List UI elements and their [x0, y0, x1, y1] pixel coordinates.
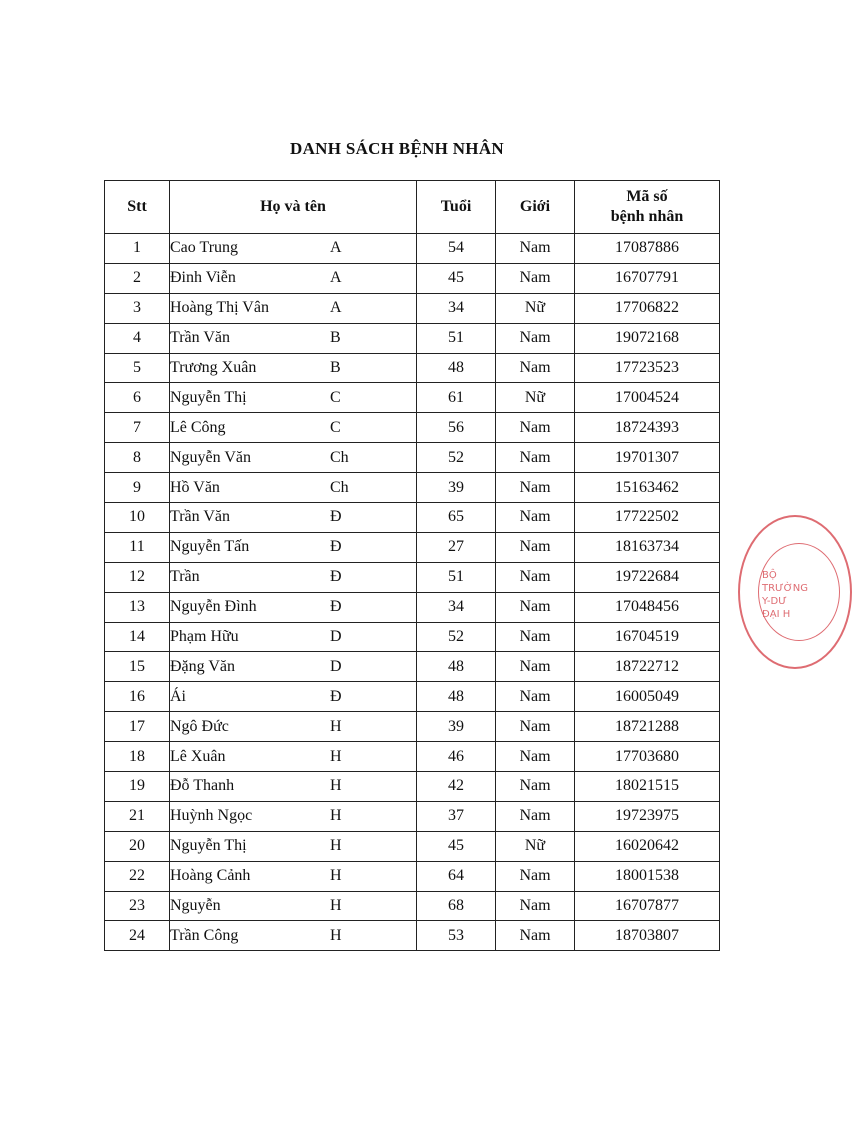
row-surname: Hoàng Cảnh [170, 867, 251, 885]
row-stt: 3 [105, 293, 170, 323]
row-initial: C [330, 418, 341, 436]
row-surname: Trần Công [170, 926, 239, 944]
row-sex: Nam [496, 413, 575, 443]
row-sex: Nữ [496, 831, 575, 861]
row-sex: Nam [496, 682, 575, 712]
row-surname: Nguyễn Thị [170, 388, 247, 406]
row-sex: Nam [496, 891, 575, 921]
row-sex: Nam [496, 443, 575, 473]
row-surname: Trần Văn [170, 329, 231, 347]
table-row [105, 891, 720, 921]
row-patient-code: 16704519 [575, 622, 720, 652]
table-row [105, 383, 720, 413]
row-name [170, 772, 417, 802]
row-initial: H [330, 837, 342, 855]
table-row [105, 742, 720, 772]
row-stt: 23 [105, 891, 170, 921]
row-sex: Nam [496, 652, 575, 682]
row-stt: 14 [105, 622, 170, 652]
row-surname: Cao Trung [170, 239, 239, 257]
row-patient-code: 18703807 [575, 921, 720, 951]
row-patient-code: 16020642 [575, 831, 720, 861]
row-age: 52 [417, 622, 496, 652]
row-sex: Nam [496, 473, 575, 503]
table-row [105, 831, 720, 861]
row-initial: H [330, 747, 342, 765]
row-patient-code: 18724393 [575, 413, 720, 443]
row-stt: 7 [105, 413, 170, 443]
row-age: 61 [417, 383, 496, 413]
row-patient-code: 18021515 [575, 772, 720, 802]
row-patient-code: 17723523 [575, 353, 720, 383]
row-name [170, 891, 417, 921]
row-name [170, 293, 417, 323]
row-patient-code: 16707877 [575, 891, 720, 921]
row-name [170, 652, 417, 682]
row-patient-code: 17087886 [575, 234, 720, 264]
row-initial: Đ [330, 687, 342, 705]
row-sex: Nam [496, 772, 575, 802]
row-surname: Hoàng Thị Vân [170, 299, 269, 317]
row-patient-code: 17703680 [575, 742, 720, 772]
row-age: 53 [417, 921, 496, 951]
row-initial: H [330, 777, 342, 795]
row-sex: Nam [496, 861, 575, 891]
row-age: 68 [417, 891, 496, 921]
row-surname: Đặng Văn [170, 657, 236, 675]
row-stt: 21 [105, 801, 170, 831]
row-sex: Nam [496, 712, 575, 742]
row-surname: Ngô Đức [170, 717, 229, 735]
row-name [170, 353, 417, 383]
row-stt: 11 [105, 532, 170, 562]
table-row [105, 772, 720, 802]
row-initial: D [330, 657, 342, 675]
row-name [170, 622, 417, 652]
row-surname: Nguyễn Đình [170, 598, 257, 616]
row-age: 54 [417, 234, 496, 264]
table-row [105, 293, 720, 323]
row-initial: H [330, 897, 342, 915]
row-sex: Nam [496, 503, 575, 533]
row-initial: Đ [330, 598, 342, 616]
row-surname: Ái [170, 687, 186, 705]
row-initial: H [330, 867, 342, 885]
row-stt: 9 [105, 473, 170, 503]
row-name [170, 801, 417, 831]
row-age: 37 [417, 801, 496, 831]
row-age: 34 [417, 592, 496, 622]
row-patient-code: 18163734 [575, 532, 720, 562]
row-initial: D [330, 628, 342, 646]
header-code-line2: bệnh nhân [610, 208, 684, 225]
row-surname: Đinh Viễn [170, 269, 236, 287]
row-patient-code: 17706822 [575, 293, 720, 323]
row-patient-code: 18722712 [575, 652, 720, 682]
stamp-text: BỘ TRƯỜNG Y-DƯ ĐẠI H [762, 570, 808, 620]
row-stt: 6 [105, 383, 170, 413]
table-row [105, 712, 720, 742]
row-surname: Nguyễn Thị [170, 837, 247, 855]
row-initial: H [330, 717, 342, 735]
table-row [105, 503, 720, 533]
row-sex: Nam [496, 532, 575, 562]
row-sex: Nam [496, 234, 575, 264]
row-surname: Nguyễn Văn [170, 448, 252, 466]
row-patient-code: 16005049 [575, 682, 720, 712]
table-header-row [105, 181, 720, 234]
row-age: 46 [417, 742, 496, 772]
row-stt: 17 [105, 712, 170, 742]
table-row [105, 443, 720, 473]
row-age: 39 [417, 712, 496, 742]
row-stt: 19 [105, 772, 170, 802]
row-initial: Đ [330, 568, 342, 586]
row-stt: 13 [105, 592, 170, 622]
table-row [105, 592, 720, 622]
header-age: Tuổi [417, 181, 496, 234]
row-sex: Nam [496, 622, 575, 652]
table-row [105, 473, 720, 503]
row-initial: H [330, 807, 342, 825]
row-name [170, 712, 417, 742]
row-stt: 4 [105, 323, 170, 353]
row-stt: 8 [105, 443, 170, 473]
row-surname: Lê Xuân [170, 747, 226, 765]
row-initial: A [330, 239, 342, 257]
row-surname: Trần Văn [170, 508, 231, 526]
row-surname: Nguyễn Tấn [170, 538, 250, 556]
row-surname: Lê Công [170, 418, 226, 436]
row-name [170, 234, 417, 264]
row-patient-code: 17048456 [575, 592, 720, 622]
row-patient-code: 19723975 [575, 801, 720, 831]
table-row [105, 801, 720, 831]
table-row [105, 353, 720, 383]
patient-table [104, 180, 720, 951]
row-patient-code: 19072168 [575, 323, 720, 353]
row-age: 27 [417, 532, 496, 562]
row-initial: Ch [330, 448, 349, 466]
row-sex: Nam [496, 353, 575, 383]
row-stt: 24 [105, 921, 170, 951]
row-name [170, 413, 417, 443]
row-age: 51 [417, 323, 496, 353]
table-row [105, 323, 720, 353]
row-age: 42 [417, 772, 496, 802]
row-sex: Nữ [496, 293, 575, 323]
row-initial: A [330, 299, 342, 317]
row-name [170, 263, 417, 293]
row-name [170, 742, 417, 772]
row-surname: Huỳnh Ngọc [170, 807, 253, 825]
row-name [170, 921, 417, 951]
row-surname: Đỗ Thanh [170, 777, 235, 795]
row-sex: Nam [496, 263, 575, 293]
table-row [105, 263, 720, 293]
table-row [105, 562, 720, 592]
row-age: 48 [417, 353, 496, 383]
row-patient-code: 19722684 [575, 562, 720, 592]
row-sex: Nam [496, 562, 575, 592]
row-patient-code: 15163462 [575, 473, 720, 503]
row-patient-code: 16707791 [575, 263, 720, 293]
row-sex: Nam [496, 921, 575, 951]
row-initial: Đ [330, 538, 342, 556]
row-age: 51 [417, 562, 496, 592]
row-initial: Đ [330, 508, 342, 526]
row-name [170, 323, 417, 353]
header-stt: Stt [105, 181, 170, 234]
row-age: 45 [417, 263, 496, 293]
row-sex: Nam [496, 592, 575, 622]
row-stt: 16 [105, 682, 170, 712]
row-stt: 15 [105, 652, 170, 682]
row-surname: Hồ Văn [170, 478, 220, 496]
row-age: 45 [417, 831, 496, 861]
row-name [170, 532, 417, 562]
row-name [170, 831, 417, 861]
header-code-line1: Mã số [626, 188, 668, 205]
row-age: 52 [417, 443, 496, 473]
row-patient-code: 18001538 [575, 861, 720, 891]
table-row [105, 234, 720, 264]
row-sex: Nam [496, 323, 575, 353]
table-row [105, 622, 720, 652]
row-stt: 10 [105, 503, 170, 533]
red-seal-stamp [738, 515, 852, 669]
row-patient-code: 18721288 [575, 712, 720, 742]
row-name [170, 592, 417, 622]
table-row [105, 652, 720, 682]
row-initial: Ch [330, 478, 349, 496]
header-sex: Giới [496, 181, 575, 234]
table-row [105, 413, 720, 443]
row-name [170, 562, 417, 592]
row-name [170, 682, 417, 712]
row-initial: A [330, 269, 342, 287]
row-stt: 1 [105, 234, 170, 264]
row-patient-code: 17722502 [575, 503, 720, 533]
row-age: 64 [417, 861, 496, 891]
row-age: 34 [417, 293, 496, 323]
table-row [105, 921, 720, 951]
row-age: 39 [417, 473, 496, 503]
row-stt: 2 [105, 263, 170, 293]
row-stt: 18 [105, 742, 170, 772]
row-initial: C [330, 388, 341, 406]
row-stt: 12 [105, 562, 170, 592]
header-patient-code [575, 181, 720, 234]
row-patient-code: 17004524 [575, 383, 720, 413]
table-row [105, 682, 720, 712]
row-surname: Trần [170, 568, 200, 586]
row-name [170, 443, 417, 473]
row-initial: B [330, 329, 341, 347]
row-age: 56 [417, 413, 496, 443]
row-surname: Phạm Hữu [170, 628, 239, 646]
row-sex: Nam [496, 742, 575, 772]
row-sex: Nam [496, 801, 575, 831]
row-stt: 20 [105, 831, 170, 861]
row-name [170, 473, 417, 503]
row-initial: H [330, 926, 342, 944]
header-name: Họ và tên [170, 181, 417, 234]
document-title: DANH SÁCH BỆNH NHÂN [290, 139, 504, 158]
row-patient-code: 19701307 [575, 443, 720, 473]
row-initial: B [330, 359, 341, 376]
row-age: 48 [417, 652, 496, 682]
table-row [105, 861, 720, 891]
row-name [170, 861, 417, 891]
row-age: 48 [417, 682, 496, 712]
row-name [170, 503, 417, 533]
row-stt: 22 [105, 861, 170, 891]
row-age: 65 [417, 503, 496, 533]
row-sex: Nữ [496, 383, 575, 413]
row-surname: Trương Xuân [170, 359, 257, 376]
row-stt: 5 [105, 353, 170, 383]
table-row [105, 532, 720, 562]
row-surname: Nguyễn [170, 897, 221, 915]
row-name [170, 383, 417, 413]
